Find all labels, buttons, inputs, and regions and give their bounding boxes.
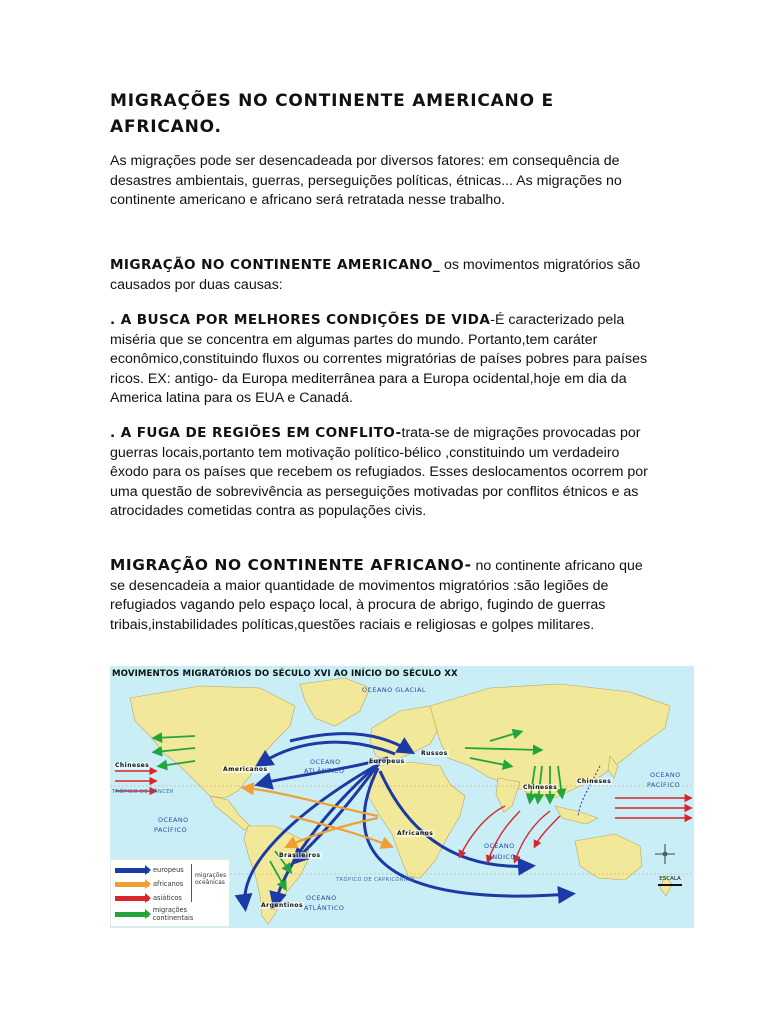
intro-paragraph: As migrações pode ser desencadeada por diversos fatores: em consequência de desastres ambientais, guerras, perseguições políticas, étnicas... As migrações no continente americano e africano será retratada nesse trabalho.: [110, 153, 622, 209]
fuga-text: trata-se de migrações provocadas por guerras locais,portanto tem motivação político-bélico ,constituindo um verdadeiro êxodo para os países que recebem os refugiados. Esses deslocamentos ocorrem por uma questão de sobrevivência as perseguições motivadas por conflitos étnicos e as atrocidades cometidas contra as populações civis.: [110, 425, 648, 520]
legend-continentais: [115, 908, 229, 920]
legend-africanos: [115, 878, 183, 890]
africa-heading: MIGRAÇÃO NO CONTINENTE AFRICANO-: [110, 556, 472, 574]
label-pac-w-1: OCEANO: [158, 816, 189, 824]
legend-label-asiaticos: asiáticos: [153, 894, 182, 902]
label-pac-e-2: PACÍFICO: [647, 781, 681, 789]
label-ind-2: ÍNDICO: [490, 853, 516, 861]
fuga-section: [110, 424, 650, 522]
label-chineses-s: Chineses: [577, 778, 612, 785]
label-atl-s-1: OCEANO: [306, 894, 337, 902]
label-atl-s-2: ATLÂNTICO: [304, 904, 345, 912]
label-africanos: Africanos: [397, 830, 434, 837]
label-tropic-cancer: TRÓPICO DE CÂNCER: [112, 789, 174, 795]
label-atl-n-1: OCEANO: [310, 758, 341, 766]
map-scale: [650, 854, 690, 892]
label-russos: Russos: [421, 750, 448, 757]
label-tropic-capricorn: TRÓPICO DE CAPRICÓRNIO: [336, 877, 415, 883]
africa-text: no continente africano que se desencadeia a maior quantidade de movimentos migratórios :são legiões de refugiados vagando pelo espaço local, à procura de abrigo, fugindo de guerras tribais,instabilidades políticas,questões raciais e religiosas e golpes militares.: [110, 558, 643, 633]
busca-section: [110, 311, 650, 409]
busca-text: -É caracterizado pela miséria que se concentra em algumas partes do mundo. Portanto,tem caráter econômico,constituindo fluxos ou correntes migratórias de países pobres para países ricos. EX: antigo- da Europa mediterrânea para a Europa ocidental,hoje em dia da America latina para os EUA e Canadá.: [110, 312, 648, 407]
label-chineses-w: Chineses: [115, 762, 150, 769]
america-heading: MIGRAÇÃO NO CONTINENTE AMERICANO_: [110, 257, 441, 273]
legend-arrow-asiaticos: [115, 896, 149, 901]
scale-label: ESCALA: [659, 876, 681, 882]
legend-oceanicas: migrações oceânicas: [195, 872, 227, 886]
busca-heading: . A BUSCA POR MELHORES CONDIÇÕES DE VIDA: [110, 312, 491, 328]
label-pac-e-1: OCEANO: [650, 771, 681, 779]
legend-arrow-africanos: [115, 882, 149, 887]
label-chineses-e: Chineses: [523, 784, 558, 791]
label-pac-w-2: PACÍFICO: [154, 826, 188, 834]
label-europeus: Europeus: [369, 758, 405, 765]
label-americanos: Americanos: [223, 766, 268, 773]
label-ocean-glacial: OCEANO GLACIAL: [362, 686, 426, 694]
scale-bar: [658, 884, 682, 886]
label-brasileiros: Brasileiros: [279, 852, 321, 859]
america-text: os movimentos migratórios são causados por duas causas:: [110, 257, 641, 293]
legend-label-africanos: africanos: [153, 880, 184, 888]
legend-arrow-continentais: [115, 912, 149, 917]
label-atl-n-2: ATLÂNTICO: [304, 767, 345, 775]
legend-label-europeus: europeus: [153, 866, 184, 874]
america-section: [110, 256, 650, 295]
legend-europeus: [115, 864, 184, 876]
legend-arrow-europeus: [115, 868, 149, 873]
africa-section: [110, 556, 650, 635]
legend-asiaticos: [115, 892, 182, 904]
migration-map: [110, 666, 694, 928]
label-argentinos: Argentinos: [261, 902, 304, 909]
map-title: MOVIMENTOS MIGRATÓRIOS DO SÉCULO XVI AO INÍCIO DO SÉCULO XX: [112, 669, 458, 679]
map-legend: [110, 859, 230, 927]
legend-label-continentais: migrações continentais: [152, 906, 194, 922]
label-ind-1: OCEANO: [484, 842, 515, 850]
fuga-heading: . A FUGA DE REGIÕES EM CONFLITO-: [110, 425, 402, 441]
page-title: MIGRAÇÕES NO CONTINENTE AMERICANO E AFRICANO.: [110, 91, 554, 137]
